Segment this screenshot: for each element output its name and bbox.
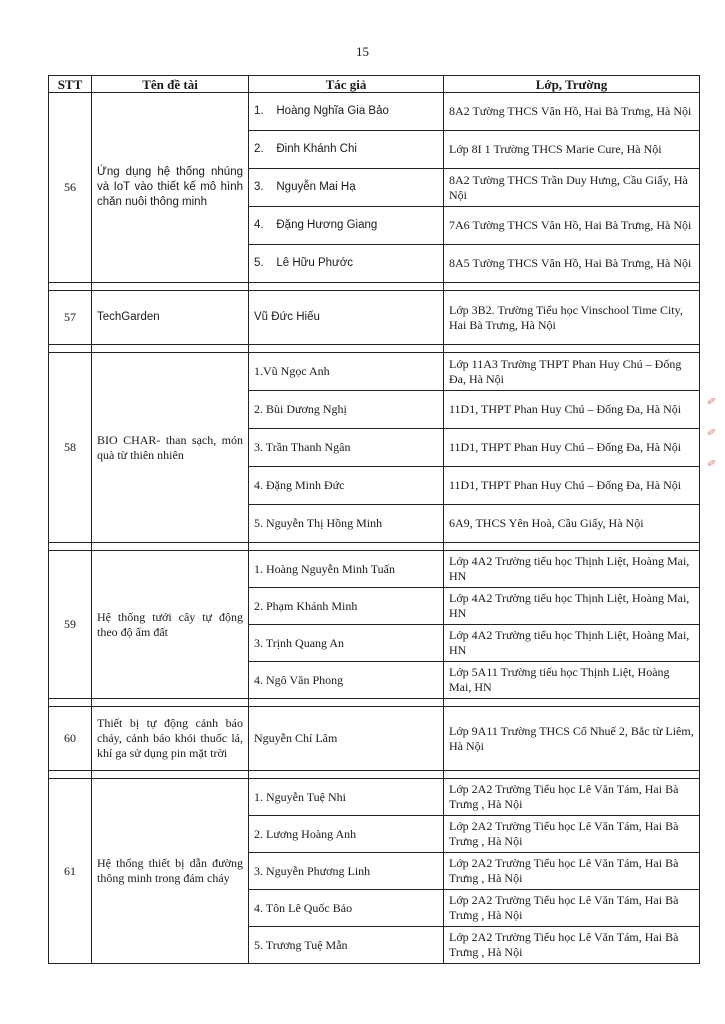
- gap-cell: [249, 543, 444, 551]
- gap-cell: [92, 345, 249, 353]
- gap-cell: [444, 283, 700, 291]
- gap-cell: [444, 771, 700, 779]
- project-title-cell: BIO CHAR- than sạch, món quà từ thiên nhiên: [92, 353, 249, 543]
- school-cell: Lớp 2A2 Trường Tiểu học Lê Văn Tám, Hai Bà Trưng , Hà Nội: [444, 927, 700, 964]
- author-cell: 3. Nguyễn Phương Linh: [249, 853, 444, 890]
- author-cell: 1. Nguyễn Tuệ Nhi: [249, 779, 444, 816]
- stt-cell: 57: [49, 291, 92, 345]
- author-cell: 1.Vũ Ngọc Anh: [249, 353, 444, 391]
- gap-cell: [249, 345, 444, 353]
- gap-cell: [249, 283, 444, 291]
- projects-table: [48, 75, 700, 964]
- school-cell: Lớp 4A2 Trường tiểu học Thịnh Liệt, Hoàng Mai, HN: [444, 551, 700, 588]
- gap-cell: [49, 345, 92, 353]
- school-cell: Lớp 5A11 Trường tiểu học Thịnh Liệt, Hoàng Mai, HN: [444, 662, 700, 699]
- stt-cell: 59: [49, 551, 92, 699]
- table-row: [49, 707, 700, 771]
- school-cell: 8A5 Tường THCS Vân Hồ, Hai Bà Trưng, Hà Nội: [444, 245, 700, 283]
- project-title-cell: Thiết bị tự động cảnh báo cháy, cảnh báo khói thuốc lá, khí ga sử dụng pin mặt trời: [92, 707, 249, 771]
- header-title: Tên đề tài: [92, 76, 249, 93]
- gap-cell: [249, 699, 444, 707]
- stt-cell: 61: [49, 779, 92, 964]
- stt-cell: 58: [49, 353, 92, 543]
- school-cell: Lớp 2A2 Trường Tiểu học Lê Văn Tám, Hai Bà Trưng , Hà Nội: [444, 853, 700, 890]
- author-cell: 5. Trương Tuệ Mẫn: [249, 927, 444, 964]
- school-cell: 8A2 Tường THCS Trần Duy Hưng, Cầu Giấy, Hà Nội: [444, 169, 700, 207]
- school-cell: Lớp 2A2 Trường Tiểu học Lê Văn Tám, Hai Bà Trưng , Hà Nội: [444, 816, 700, 853]
- stt-cell: 60: [49, 707, 92, 771]
- group-gap: [49, 345, 700, 353]
- table-row: [49, 93, 700, 131]
- school-cell: Lớp 3B2. Trường Tiểu học Vinschool Time City, Hai Bà Trưng, Hà Nội: [444, 291, 700, 345]
- gap-cell: [49, 699, 92, 707]
- header-author: Tác giả: [249, 76, 444, 93]
- author-cell: 4. Tôn Lê Quốc Bảo: [249, 890, 444, 927]
- school-cell: Lớp 9A11 Trường THCS Cổ Nhuế 2, Bắc từ Liêm, Hà Nội: [444, 707, 700, 771]
- school-cell: 6A9, THCS Yên Hoà, Cầu Giấy, Hà Nội: [444, 505, 700, 543]
- gap-cell: [92, 699, 249, 707]
- gap-cell: [444, 543, 700, 551]
- author-cell: 2. Bùi Dương Nghị: [249, 391, 444, 429]
- author-cell: 3. Trịnh Quang An: [249, 625, 444, 662]
- header-stt: STT: [49, 76, 92, 93]
- project-title-cell: Hệ thống tưới cây tự động theo độ ẩm đất: [92, 551, 249, 699]
- group-gap: [49, 699, 700, 707]
- table-row: [49, 779, 700, 816]
- author-cell: 1. Hoàng Nguyễn Minh Tuấn: [249, 551, 444, 588]
- gap-cell: [444, 699, 700, 707]
- author-cell: 2. Lương Hoàng Anh: [249, 816, 444, 853]
- author-cell: 5. Nguyễn Thị Hồng Minh: [249, 505, 444, 543]
- school-cell: Lớp 8I 1 Trường THCS Marie Cure, Hà Nội: [444, 131, 700, 169]
- author-cell: Nguyễn Chí Lâm: [249, 707, 444, 771]
- gap-cell: [444, 345, 700, 353]
- author-cell: Vũ Đức Hiếu: [249, 291, 444, 345]
- table-row: [49, 551, 700, 588]
- header-school: Lớp, Trường: [444, 76, 700, 93]
- author-cell: 2. Phạm Khánh Minh: [249, 588, 444, 625]
- table-row: [49, 353, 700, 391]
- gap-cell: [92, 771, 249, 779]
- school-cell: 7A6 Tường THCS Vân Hồ, Hai Bà Trưng, Hà Nội: [444, 207, 700, 245]
- gap-cell: [49, 543, 92, 551]
- project-title-cell: Ứng dụng hệ thống nhúng và IoT vào thiết kế mô hình chăn nuôi thông minh: [92, 93, 249, 283]
- group-gap: [49, 771, 700, 779]
- author-cell: 3. Trần Thanh Ngân: [249, 429, 444, 467]
- school-cell: Lớp 4A2 Trường tiểu học Thịnh Liệt, Hoàng Mai, HN: [444, 588, 700, 625]
- gap-cell: [49, 283, 92, 291]
- school-cell: Lớp 2A2 Trường Tiểu học Lê Văn Tám, Hai Bà Trưng , Hà Nội: [444, 779, 700, 816]
- author-cell: 4. Ngô Văn Phong: [249, 662, 444, 699]
- project-title-cell: TechGarden: [92, 291, 249, 345]
- author-cell: 5. Lê Hữu Phước: [249, 245, 444, 283]
- group-gap: [49, 543, 700, 551]
- table-header-row: [49, 76, 700, 93]
- gap-cell: [92, 283, 249, 291]
- author-cell: 1. Hoàng Nghĩa Gia Bảo: [249, 93, 444, 131]
- author-cell: 3. Nguyễn Mai Hạ: [249, 169, 444, 207]
- school-cell: 8A2 Tường THCS Vân Hồ, Hai Bà Trưng, Hà Nội: [444, 93, 700, 131]
- gap-cell: [92, 543, 249, 551]
- school-cell: Lớp 2A2 Trường Tiểu học Lê Văn Tám, Hai Bà Trưng , Hà Nội: [444, 890, 700, 927]
- school-cell: 11D1, THPT Phan Huy Chú – Đống Đa, Hà Nội: [444, 467, 700, 505]
- table-row: [49, 291, 700, 345]
- margin-handwriting: ✎ ✎ ✎: [706, 395, 720, 469]
- school-cell: Lớp 11A3 Trường THPT Phan Huy Chú – Đống Đa, Hà Nội: [444, 353, 700, 391]
- gap-cell: [249, 771, 444, 779]
- stt-cell: 56: [49, 93, 92, 283]
- gap-cell: [49, 771, 92, 779]
- school-cell: Lớp 4A2 Trường tiểu học Thịnh Liệt, Hoàng Mai, HN: [444, 625, 700, 662]
- author-cell: 2. Đinh Khánh Chi: [249, 131, 444, 169]
- group-gap: [49, 283, 700, 291]
- school-cell: 11D1, THPT Phan Huy Chú – Đống Đa, Hà Nội: [444, 391, 700, 429]
- page-number: 15: [356, 44, 369, 59]
- project-title-cell: Hệ thống thiết bị dẫn đường thông minh trong đám cháy: [92, 779, 249, 964]
- school-cell: 11D1, THPT Phan Huy Chú – Đống Đa, Hà Nội: [444, 429, 700, 467]
- author-cell: 4. Đặng Hương Giang: [249, 207, 444, 245]
- author-cell: 4. Đặng Minh Đức: [249, 467, 444, 505]
